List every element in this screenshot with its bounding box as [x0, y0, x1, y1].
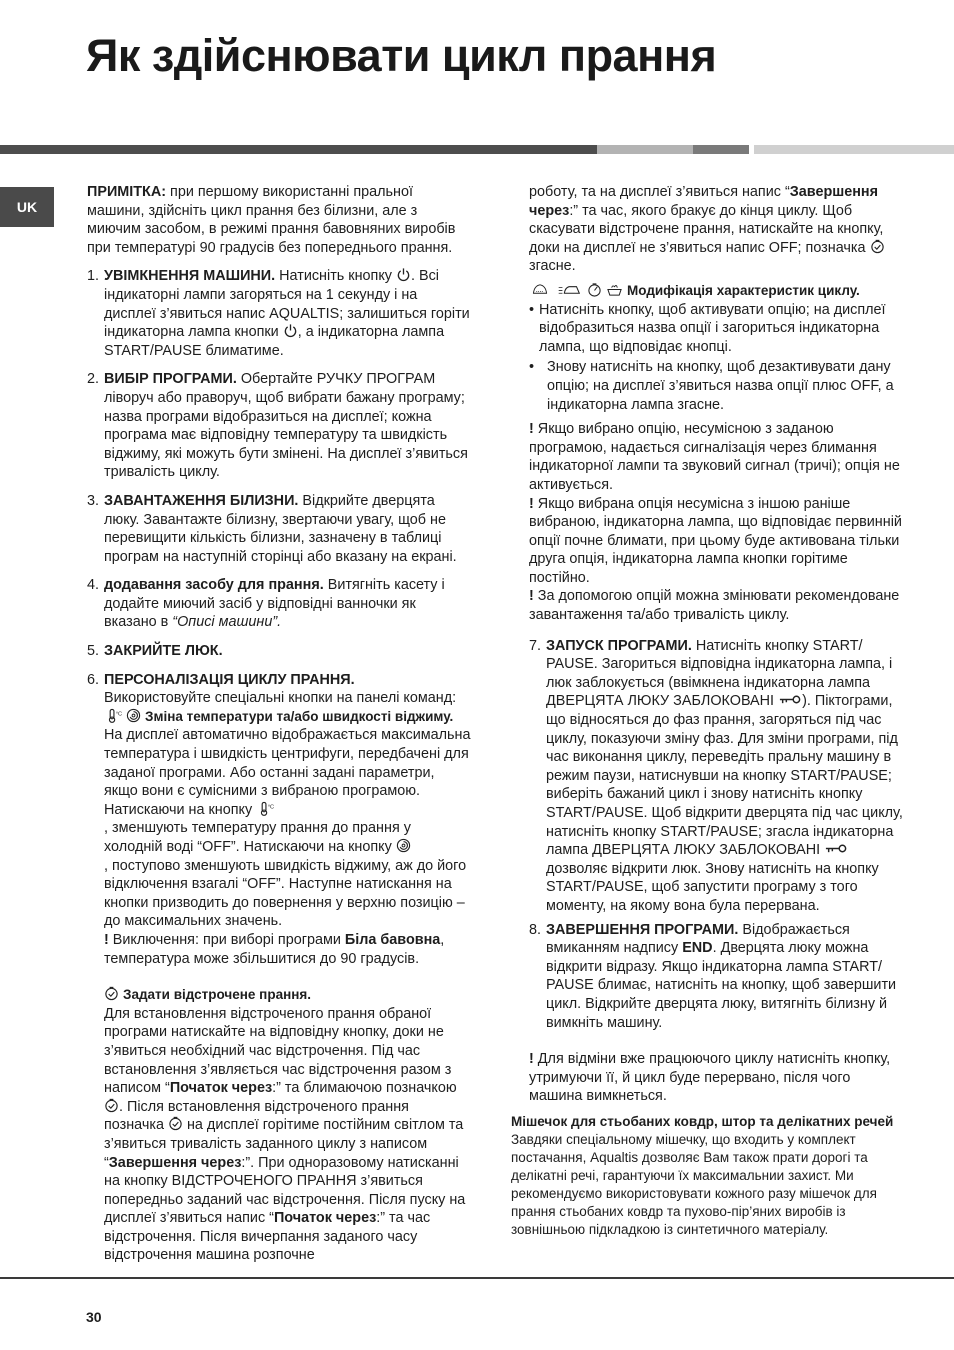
language-tab: UK	[0, 187, 54, 227]
step-7: 7. ЗАПУСК ПРОГРАМИ. Натисніть кнопку START/ PAUSE. Загориться відповідна індикаторна лампа, і люк заблокується (ввімкнена індикаторна лампа ДВЕРЦЯТА ЛЮКУ ЗАБЛОКОВАНІ ). Піктограми, що відносяться до фаз прання, загоряться під час циклу, показуючи зміну фаз. Для зміни програми, під час виконання циклу, переведіть пральну машину в режим паузи, натиснувши на кнопку START/PAUSE; виберіть бажаний цикл і знову натисніть кнопку START/PAUSE. Щоб відкрити дверцята під час циклу, натисніть кнопку START/PAUSE; згасла індикаторна лампа ДВЕРЦЯТА ЛЮКУ ЗАБЛОКОВАНІ дозволяє відкрити люк. Знову натисніть на кнопку START/PAUSE, щоб запустити програму з того моменту, на якому вона була перервана.	[529, 637, 903, 914]
temperature-icon	[256, 801, 274, 816]
option-bullet: • Натисніть кнопку, щоб активувати опцію; на дисплеї відобразиться назва опції і загориться індикаторна лампа, що відповідає кнопці.	[529, 301, 886, 355]
delay-continuation: роботу, та на дисплеї з’явиться напис “Завершення через:” та час, якого бракує до кінця циклу. Щоб скасувати відстрочене прання, натискайте на кнопку, доки на дисплеї не з’явиться напис OFF; позначка згасне.	[529, 184, 884, 275]
page-number: 30	[86, 1309, 102, 1325]
quick-wash-icon	[587, 282, 602, 297]
power-icon	[283, 323, 298, 338]
warning-1: ! Якщо вибрано опцію, несумісною з заданою програмою, надається сигналізація через блимання індикаторної лампи та звуковий сигнал (тричі); опція не активується.	[529, 421, 900, 493]
step-5: 5. ЗАКРИЙТЕ ЛЮК.	[87, 643, 223, 660]
footer-rule	[0, 1277, 954, 1279]
delay-timer-icon	[168, 1116, 183, 1131]
delay-timer-icon	[870, 239, 885, 254]
header-bar-light	[597, 145, 693, 154]
step-4: 4. додавання засобу для прання. Витягніть касету і додайте миючий засіб у відповідні ванночки як вказано в “Описі машини”.	[87, 577, 445, 631]
options-section: Модифікація характеристик циклу. • Натисніть кнопку, щоб активувати опцію; на дисплеї відобразиться назва опції і загориться індикаторна лампа, що відповідає кнопці. • Знову натисніть на кнопку, щоб дезактивувати дану опцію; на дисплеї з’явиться назва опції плюс OFF, а індикаторна лампа згасне.	[529, 282, 903, 414]
header-bar-mid	[693, 145, 749, 154]
iron-option-icon	[555, 282, 583, 297]
page-title: Як здійснювати цикл прання	[86, 30, 717, 81]
power-icon	[396, 267, 411, 282]
delay-timer-icon	[104, 986, 119, 1001]
spin-icon	[396, 838, 411, 853]
laundry-bag-section: Мішечок для стьобаних ковдр, штор та делікатних речей Завдяки спеціальному мішечку, що входить у комплект постачання, Aqualtis дозволяє Вам також прати дорогі та делікатні речі, гарантуючи їх максимальнии захист. Ми рекомендуємо використовувати кожного разу мішечок для прання стьобаних ковдр та пухово-пір’яних виробів із зовнішньою підкладкою із синтетичного матеріалу.	[511, 1114, 894, 1237]
door-lock-key-icon	[824, 843, 848, 854]
warning-2: ! Якщо вибрана опція несумісна з іншою раніше вибраною, індикаторна лампа, що відповідає первинній опції почне блимати, при цьому буде активована тільки друга опція, індикаторна лампа кнопки горітиме постійно.	[529, 495, 902, 586]
door-lock-key-icon	[778, 694, 802, 705]
right-column	[529, 183, 903, 1106]
warning-3: ! За допомогою опцій можна змінювати рекомендоване завантаження та/або тривалість циклу.	[529, 588, 900, 624]
header-bar-dark	[0, 145, 597, 154]
header-bar-faint	[754, 145, 954, 154]
delay-timer-icon	[104, 1098, 119, 1113]
option-bullet: • Знову натисніть на кнопку, щоб дезактивувати дану опцію; на дисплеї з’явиться назва опції плюс OFF, а індикаторна лампа згасне.	[529, 359, 894, 413]
step-3: 3. ЗАВАНТАЖЕННЯ БІЛИЗНИ. Відкрийте дверцята люку. Завантажте білизну, звертаючи увагу, щоб не перевищити кількість білизни, зазначену в таблиці програм на наступній сторінці або вказану на екрані.	[87, 492, 457, 565]
step-8: 8. ЗАВЕРШЕННЯ ПРОГРАМИ. Відображається вмиканням надпису END. Дверцята люку можна відкрити відразу. Якщо індикаторна лампа START/ PAUSE блимає, натисніть на кнопку, щоб завершити цикл. Відкрийте дверцята люку, витягніть білизну й вимкніть машину.	[529, 921, 897, 1031]
step-1: 1. УВІМКНЕННЯ МАШИНИ. Натисніть кнопку . Всі індикаторні лампи загоряться на 1 секунду і на дисплеї з’явиться напис AQUALTIS; залишиться горіти індикаторна лампа кнопки , а індикаторна лампа START/PAUSE блиматиме.	[87, 268, 470, 359]
temperature-icon	[104, 708, 122, 723]
stain-option-icon	[529, 282, 551, 297]
note-paragraph: ПРИМІТКА: при першому використанні пральної машини, здійсніть цикл прання без білизни, але з миючим засобом, в режимі прання бавовняних виробів при температурі 90 градусів без попереднього прання.	[87, 184, 456, 256]
eco-option-icon	[606, 282, 623, 297]
left-column	[87, 183, 472, 1265]
step-6: 6. ПЕРСОНАЛІЗАЦІЯ ЦИКЛУ ПРАННЯ. Використовуйте спеціальні кнопки на панелі команд: °C Зміна температури та/або швидкості віджиму. На дисплеї автоматично відображається максимальна температура і швидкість центрифуги, передбачені для заданої програми. Або останні задані параметри, якщо вони є сумісними з вибраною програмою. Натискаючи на кнопку °C , зменшують температуру прання до прання у холодній воді “OFF”. Натискаючи на кнопку , поступово зменшують швидкість віджиму, аж до його відключення взагалі “OFF”. Наступне натискання на кнопки призводить до повернення у верхню позицію – до максимальних значень. ! Виключення: при виборі програми Біла бавовна, температура може збільшитися до 90 градусів. Задати відстрочене прання. Для встановлення відстроченого прання обраної програми натискайте на відповідну кнопку, доки не з’явиться необхідний час відстрочення. Під час встановлення з’являється час відстрочення разом з написом “Початок через:” та блимаючою позначкою . Після встановлення відстроченого прання позначка на дисплеї горітиме постійним світлом та з’явиться тривалість заданного циклу з написом “Завершення через:”. При одноразовому натисканні на кнопку ВІДСТРОЧЕНОГО ПРАННЯ з’явиться попередньо заданий час відстрочення. Після пуску на дисплеї з’явиться напис “Початок через:” та час відстрочення. Після вичерпання заданого часу відстрочення машина розпочне	[87, 671, 471, 1264]
svg-text:°C: °C	[115, 711, 122, 718]
spin-icon	[126, 708, 141, 723]
cancel-note: ! Для відміни вже працюючого циклу натисніть кнопку, утримуючи її, й цикл буде перервано, після чого машина вимкнеться.	[529, 1051, 891, 1105]
svg-text:°C: °C	[267, 804, 275, 811]
step-2: 2. ВИБІР ПРОГРАМИ. Обертайте РУЧКУ ПРОГРАМ ліворуч або праворуч, щоб вибрати бажану програму; назва програми відобразиться на дисплеї; кожна програма має відповідну температуру та швидкість віджиму, які можуть бути змінені. На дисплеї з’явиться тривалість циклу.	[87, 371, 468, 481]
